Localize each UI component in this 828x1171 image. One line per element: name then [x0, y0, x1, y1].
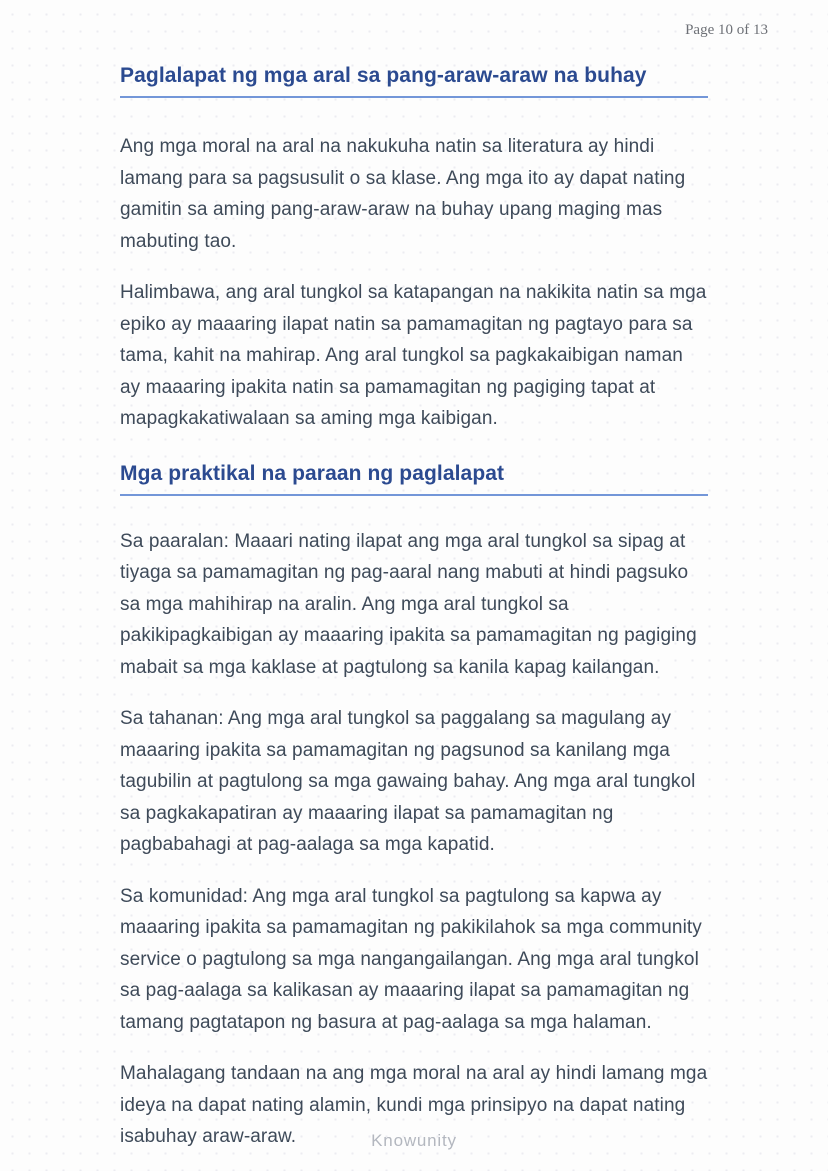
paragraph: Sa paaralan: Maaari nating ilapat ang mga aral tungkol sa sipag at tiyaga sa pamamagitan ng pag-aaral nang mabuti at hindi pagsuko sa mga mahihirap na aralin. Ang mga aral tungkol sa pakikipagkaibigan ay maaaring ipakita sa pamamagitan ng pagiging mabait sa mga kaklase at pagtulong sa kanila kapag kailangan.: [120, 530, 697, 678]
section-heading-2: Mga praktikal na paraan ng paglalapat: [120, 461, 708, 496]
paragraph: Mahalagang tandaan na ang mga moral na aral ay hindi lamang mga ideya na dapat nating alamin, kundi mga prinsipyo na dapat nating isabuhay araw-araw.: [120, 1063, 708, 1147]
document-content: [0, 63, 828, 1153]
section-heading-1: Paglalapat ng mga aral sa pang-araw-araw na buhay: [120, 63, 708, 98]
paragraph: Ang mga moral na aral na nakukuha natin sa literatura ay hindi lamang para sa pagsusulit o sa klase. Ang mga ito ay dapat nating gamitin sa aming pang-araw-araw na buhay upang maging mas mabuting tao.: [120, 136, 686, 252]
footer-brand: Knowunity: [371, 1131, 457, 1150]
paragraph: Sa komunidad: Ang mga aral tungkol sa pagtulong sa kapwa ay maaaring ipakita sa pamamagitan ng pakikilahok sa mga community service o pagtulong sa mga nangangailangan. Ang mga aral tungkol sa pag-aalaga sa kalikasan ay maaaring ilapat sa pamamagitan ng tamang pagtatapon ng basura at pag-aalaga sa mga halaman.: [120, 885, 702, 1033]
paragraph: Sa tahanan: Ang mga aral tungkol sa paggalang sa magulang ay maaaring ipakita sa pamamagitan ng pagsunod sa kanilang mga tagubilin at pagtulong sa mga gawaing bahay. Ang mga aral tungkol sa pagkakapatiran ay maaaring ilapat sa pamamagitan ng pagbabahagi at pag-aalaga sa mga kapatid.: [120, 708, 696, 855]
page-number: Page 10 of 13: [685, 22, 768, 38]
paragraph: Halimbawa, ang aral tungkol sa katapangan na nakikita natin sa mga epiko ay maaaring ilapat natin sa pamamagitan ng pagtayo para sa tama, kahit na mahirap. Ang aral tungkol sa pagkakaibigan naman ay maaaring ipakita natin sa pamamagitan ng pagiging tapat at mapagkakatiwalaan sa aming mga kaibigan.: [120, 282, 707, 429]
